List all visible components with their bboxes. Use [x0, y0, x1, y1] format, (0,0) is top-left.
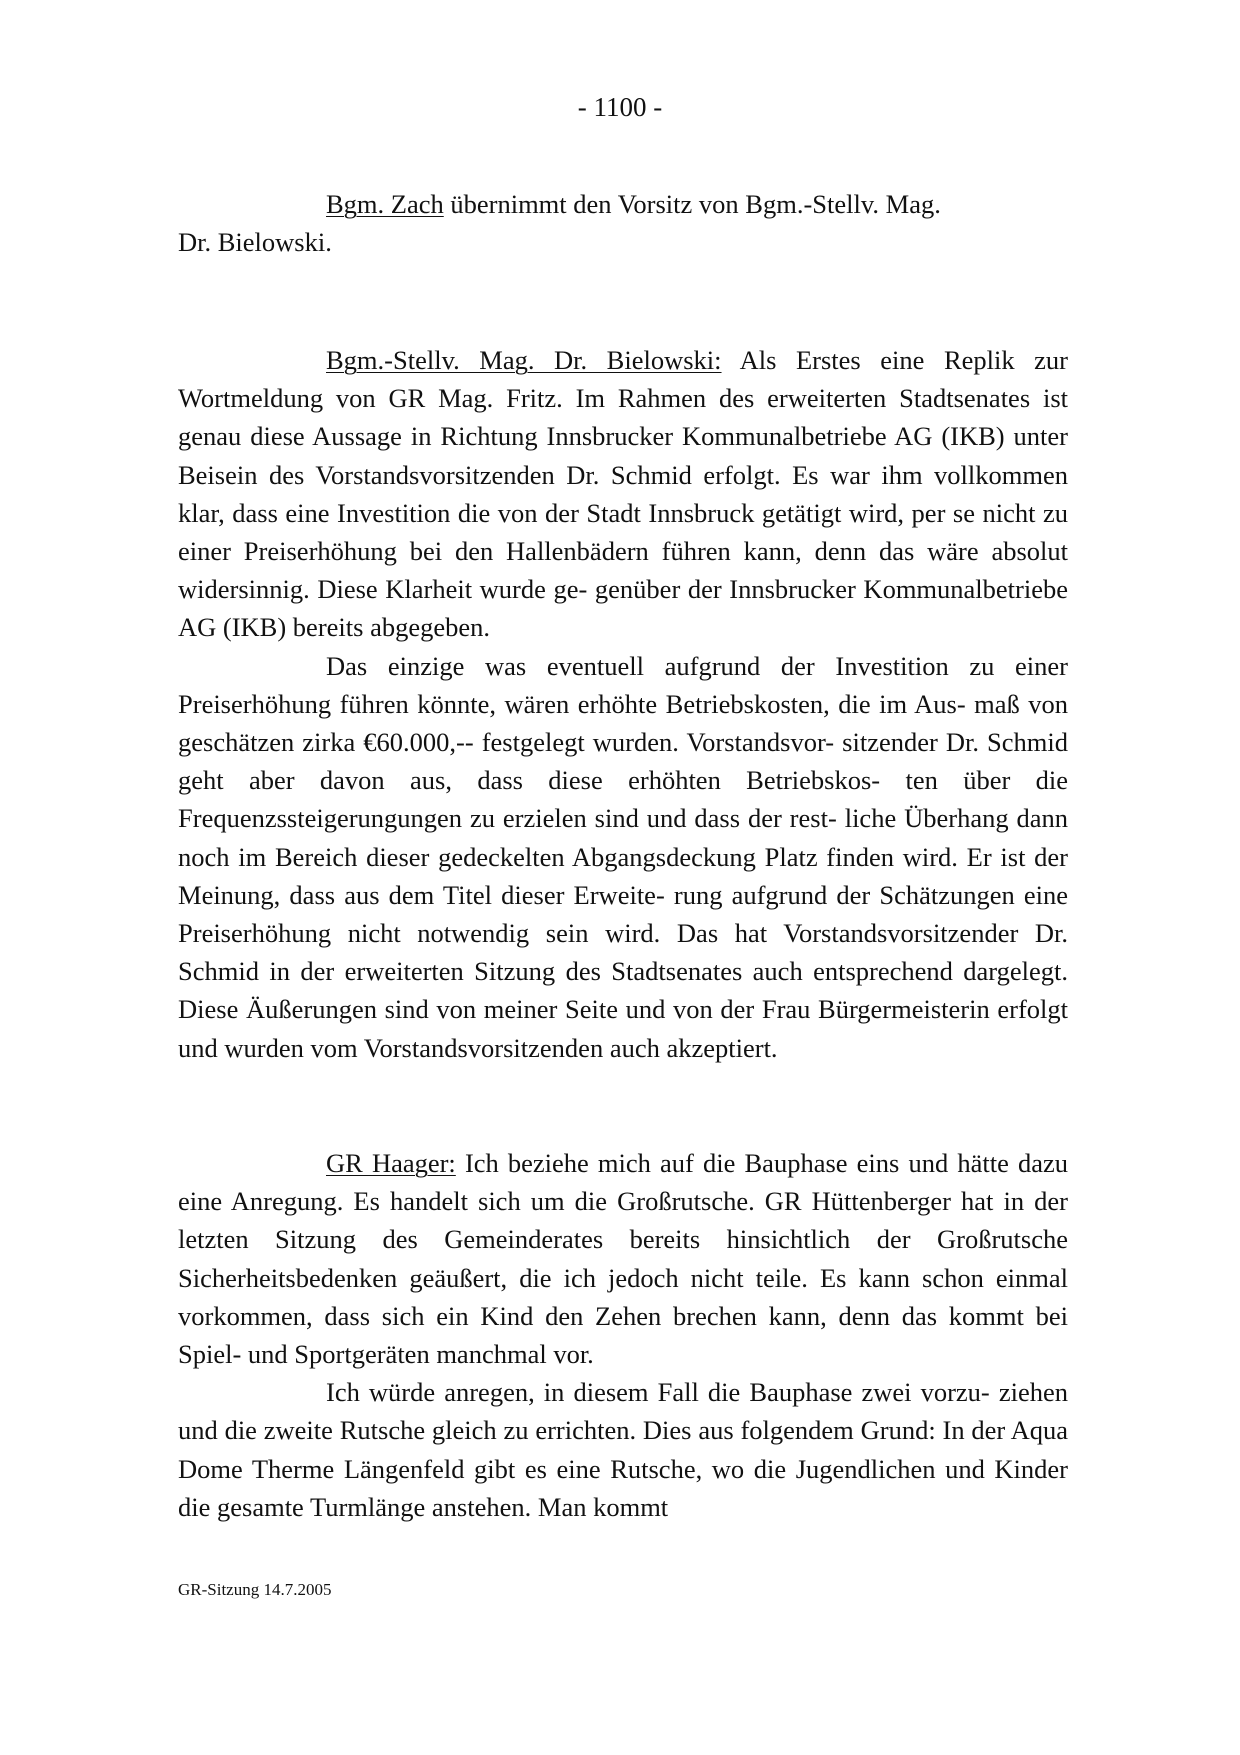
section-chair-change: [178, 185, 1068, 261]
text-line: Jugendlichen und Kinder die gesamte Turmlänge anstehen. Man kommt: [178, 1453, 1068, 1522]
page-number: - 1100 -: [577, 92, 663, 122]
text-line: ihm vollkommen klar, dass eine Investition die von der Stadt Innsbruck: [178, 459, 1069, 528]
footer-session-date: GR-Sitzung 14.7.2005: [178, 1580, 332, 1599]
text-line: übernimmt den Vorsitz von Bgm.-Stellv. Mag.: [443, 189, 941, 219]
text-line: Platz finden wird. Er ist der Meinung, dass aus dem Titel dieser Erweite-: [178, 841, 1069, 910]
text-line: Ich würde anregen, in diesem Fall die Bauphase zwei vorzu-: [326, 1377, 990, 1408]
paragraph: [178, 341, 1068, 647]
paragraph: [178, 1373, 1068, 1526]
text-line: meiner Seite und von der Frau Bürgermeisterin erfolgt und wurden vom: [178, 994, 1069, 1063]
text-line: führen kann, denn das wäre absolut widersinnig. Diese Klarheit wurde ge-: [178, 536, 1069, 605]
text-line: Ich beziehe mich auf die Bauphase eins und hätte: [455, 1148, 1009, 1178]
speaker-name: Bgm.-Stellv. Mag. Dr. Bielowski:: [326, 345, 722, 375]
text-line: sitzender Dr. Schmid geht aber davon aus, dass diese erhöhten Betriebskos-: [178, 727, 1068, 796]
text-line: maß von geschätzen zirka €60.000,-- festgelegt wurden. Vorstandsvor-: [178, 688, 1069, 758]
text-line: genüber der Innsbrucker Kommunalbetriebe AG (IKB) bereits abgegeben.: [178, 574, 1068, 643]
text-line: Wortmeldung von GR Mag. Fritz. Im Rahmen des erweiterten Stadtsenates: [178, 383, 1031, 414]
paragraph: [178, 647, 1068, 1067]
speaker-name: GR Haager:: [326, 1148, 456, 1178]
text-line: wird. Das hat Vorstandsvorsitzender Dr. Schmid in der erweiterten Sitzung: [178, 918, 1069, 987]
text-line: Vorstandsvorsitzenden auch akzeptiert.: [363, 1032, 778, 1063]
text-line: Preiserhöhung führen könnte, wären erhöhte Betriebskosten, die im Aus-: [178, 688, 966, 719]
text-line: kann schon einmal vorkommen, dass sich ein Kind den Zehen brechen: [178, 1262, 1068, 1331]
text-line: Das einzige was eventuell aufgrund der Investition zu einer: [326, 650, 1068, 681]
text-line: Großrutsche Sicherheitsbedenken geäußert, die ich jedoch nicht teile. Es: [178, 1224, 1069, 1293]
text-line: hat in der letzten Sitzung des Gemeinderates bereits hinsichtlich der: [178, 1186, 1068, 1255]
text-line: (IKB) unter Beisein des Vorstandsvorsitzenden Dr. Schmid erfolgt. Es war: [178, 421, 1068, 490]
text-line: ist genau diese Aussage in Richtung Innsbrucker Kommunalbetriebe AG: [178, 383, 1069, 452]
text-line: dazu eine Anregung. Es handelt sich um die Großrutsche. GR Hüttenberger: [178, 1148, 1068, 1217]
text-line: kann, denn das kommt bei Spiel- und Sportgeräten manchmal vor.: [178, 1300, 1069, 1370]
text-line: getätigt wird, per se nicht zu einer Preiserhöhung bei den Hallenbädern: [178, 497, 1068, 567]
text-line: ten über die Frequenzssteigerungungen zu erzielen sind und dass der rest-: [178, 765, 1069, 834]
section-haager: [178, 1144, 1068, 1526]
text-line: liche Überhang dann noch im Bereich dieser gedeckelten Abgangsdeckung: [178, 803, 1069, 872]
speaker-name: Bgm. Zach: [326, 189, 444, 219]
paragraph: [178, 1144, 1068, 1373]
text-line: ziehen und die zweite Rutsche gleich zu errichten. Dies aus folgendem: [178, 1377, 1069, 1446]
paragraph: [178, 185, 1068, 261]
text-line: rung aufgrund der Schätzungen eine Preiserhöhung nicht notwendig sein: [178, 879, 1068, 949]
text-line: Grund: In der Aqua Dome Therme Längenfeld gibt es eine Rutsche, wo die: [178, 1415, 1069, 1484]
text-line: Als Erstes eine Replik zur: [721, 345, 1068, 375]
section-bielowski: [178, 341, 1068, 1067]
text-line: Dr. Bielowski.: [178, 227, 332, 258]
text-line: des Stadtsenates auch entsprechend dargelegt. Diese Äußerungen sind von: [178, 956, 1069, 1025]
